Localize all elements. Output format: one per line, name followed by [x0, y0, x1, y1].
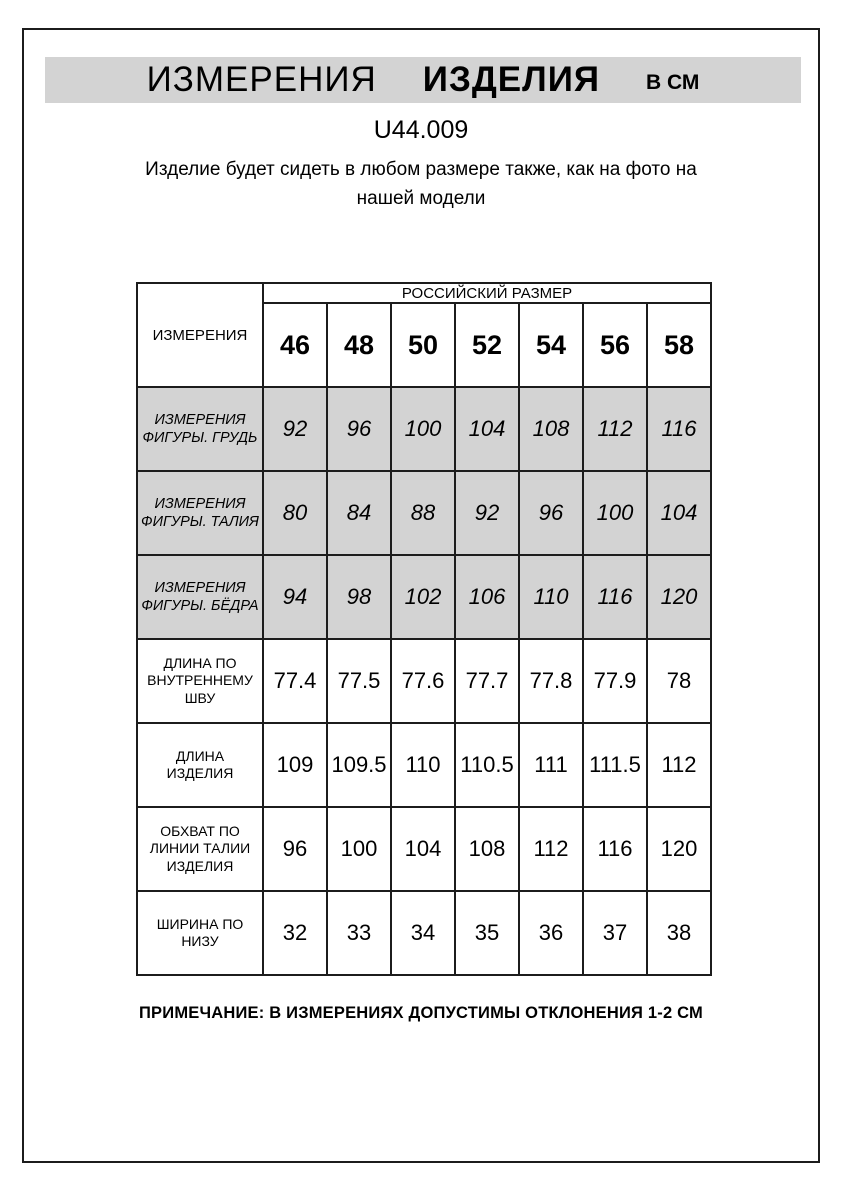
measurement-value-cell: 108: [455, 807, 519, 891]
measurement-row-label: ДЛИНА ПО ВНУТРЕННЕМУ ШВУ: [137, 639, 263, 723]
size-header-cell: 56: [583, 303, 647, 387]
measurement-value-cell: 88: [391, 471, 455, 555]
measurement-value-cell: 112: [647, 723, 711, 807]
fit-description-line1: Изделие будет сидеть в любом размере также, как на фото на: [145, 159, 697, 180]
table-row-inseam-length: [137, 639, 711, 723]
measurement-value-cell: 112: [519, 807, 583, 891]
measurement-value-cell: 77.7: [455, 639, 519, 723]
size-header-cell: 54: [519, 303, 583, 387]
table-row-waistline-girth: [137, 807, 711, 891]
size-table: [136, 282, 712, 976]
measurement-value-cell: 111: [519, 723, 583, 807]
measurement-value-cell: 94: [263, 555, 327, 639]
size-header-cell: 48: [327, 303, 391, 387]
measurement-value-cell: 111.5: [583, 723, 647, 807]
size-header-cell: 50: [391, 303, 455, 387]
russian-size-group-header: РОССИЙСКИЙ РАЗМЕР: [263, 283, 711, 303]
measurement-row-label: ИЗМЕРЕНИЯ ФИГУРЫ. ГРУДЬ: [137, 387, 263, 471]
measurement-value-cell: 33: [327, 891, 391, 975]
measurement-value-cell: 109: [263, 723, 327, 807]
measurement-value-cell: 109.5: [327, 723, 391, 807]
measurement-value-cell: 37: [583, 891, 647, 975]
measurement-row-label: ИЗМЕРЕНИЯ ФИГУРЫ. ТАЛИЯ: [137, 471, 263, 555]
header-title-product: ИЗДЕЛИЯ: [422, 60, 601, 99]
measurement-value-cell: 112: [583, 387, 647, 471]
size-header-cell: 46: [263, 303, 327, 387]
table-row-figure-hips: [137, 555, 711, 639]
measurement-value-cell: 77.9: [583, 639, 647, 723]
measurement-value-cell: 120: [647, 555, 711, 639]
measurement-value-cell: 35: [455, 891, 519, 975]
header-title-measurements: ИЗМЕРЕНИЯ: [146, 60, 377, 99]
measurement-value-cell: 100: [391, 387, 455, 471]
measurement-value-cell: 96: [263, 807, 327, 891]
header-units-label: В СМ: [646, 71, 700, 94]
table-corner-label: ИЗМЕРЕНИЯ: [137, 283, 263, 387]
measurement-value-cell: 100: [583, 471, 647, 555]
measurement-value-cell: 102: [391, 555, 455, 639]
measurement-value-cell: 108: [519, 387, 583, 471]
measurement-value-cell: 110: [391, 723, 455, 807]
measurement-value-cell: 77.6: [391, 639, 455, 723]
fit-description: [24, 156, 818, 213]
measurement-value-cell: 116: [583, 807, 647, 891]
measurement-row-label: ШИРИНА ПО НИЗУ: [137, 891, 263, 975]
measurement-value-cell: 92: [263, 387, 327, 471]
tolerance-note: ПРИМЕЧАНИЕ: В ИЗМЕРЕНИЯХ ДОПУСТИМЫ ОТКЛОНЕНИЯ 1-2 СМ: [139, 1004, 703, 1022]
header-bar: [45, 57, 801, 103]
table-row-figure-chest: [137, 387, 711, 471]
product-code: U44.009: [373, 116, 469, 144]
size-header-cell: 52: [455, 303, 519, 387]
measurement-value-cell: 104: [455, 387, 519, 471]
measurement-value-cell: 80: [263, 471, 327, 555]
measurement-value-cell: 32: [263, 891, 327, 975]
table-row-bottom-width: [137, 891, 711, 975]
measurement-value-cell: 96: [327, 387, 391, 471]
table-row-figure-waist: [137, 471, 711, 555]
measurement-value-cell: 104: [391, 807, 455, 891]
measurement-value-cell: 38: [647, 891, 711, 975]
measurement-row-label: ОБХВАТ ПО ЛИНИИ ТАЛИИ ИЗДЕЛИЯ: [137, 807, 263, 891]
measurement-row-label: ДЛИНА ИЗДЕЛИЯ: [137, 723, 263, 807]
measurement-value-cell: 110: [519, 555, 583, 639]
table-group-header-row: [137, 283, 711, 303]
measurement-value-cell: 77.4: [263, 639, 327, 723]
measurement-value-cell: 106: [455, 555, 519, 639]
measurement-value-cell: 116: [647, 387, 711, 471]
measurement-value-cell: 98: [327, 555, 391, 639]
measurement-value-cell: 116: [583, 555, 647, 639]
measurement-value-cell: 84: [327, 471, 391, 555]
measurement-value-cell: 78: [647, 639, 711, 723]
measurement-value-cell: 110.5: [455, 723, 519, 807]
size-header-cell: 58: [647, 303, 711, 387]
measurement-value-cell: 77.5: [327, 639, 391, 723]
measurement-value-cell: 92: [455, 471, 519, 555]
fit-description-line2: нашей модели: [356, 187, 486, 209]
page-border-frame: [22, 28, 820, 1163]
measurement-value-cell: 36: [519, 891, 583, 975]
measurement-value-cell: 96: [519, 471, 583, 555]
measurement-value-cell: 34: [391, 891, 455, 975]
measurement-value-cell: 104: [647, 471, 711, 555]
measurement-value-cell: 120: [647, 807, 711, 891]
measurement-value-cell: 100: [327, 807, 391, 891]
measurement-value-cell: 77.8: [519, 639, 583, 723]
measurement-row-label: ИЗМЕРЕНИЯ ФИГУРЫ. БЁДРА: [137, 555, 263, 639]
table-row-item-length: [137, 723, 711, 807]
